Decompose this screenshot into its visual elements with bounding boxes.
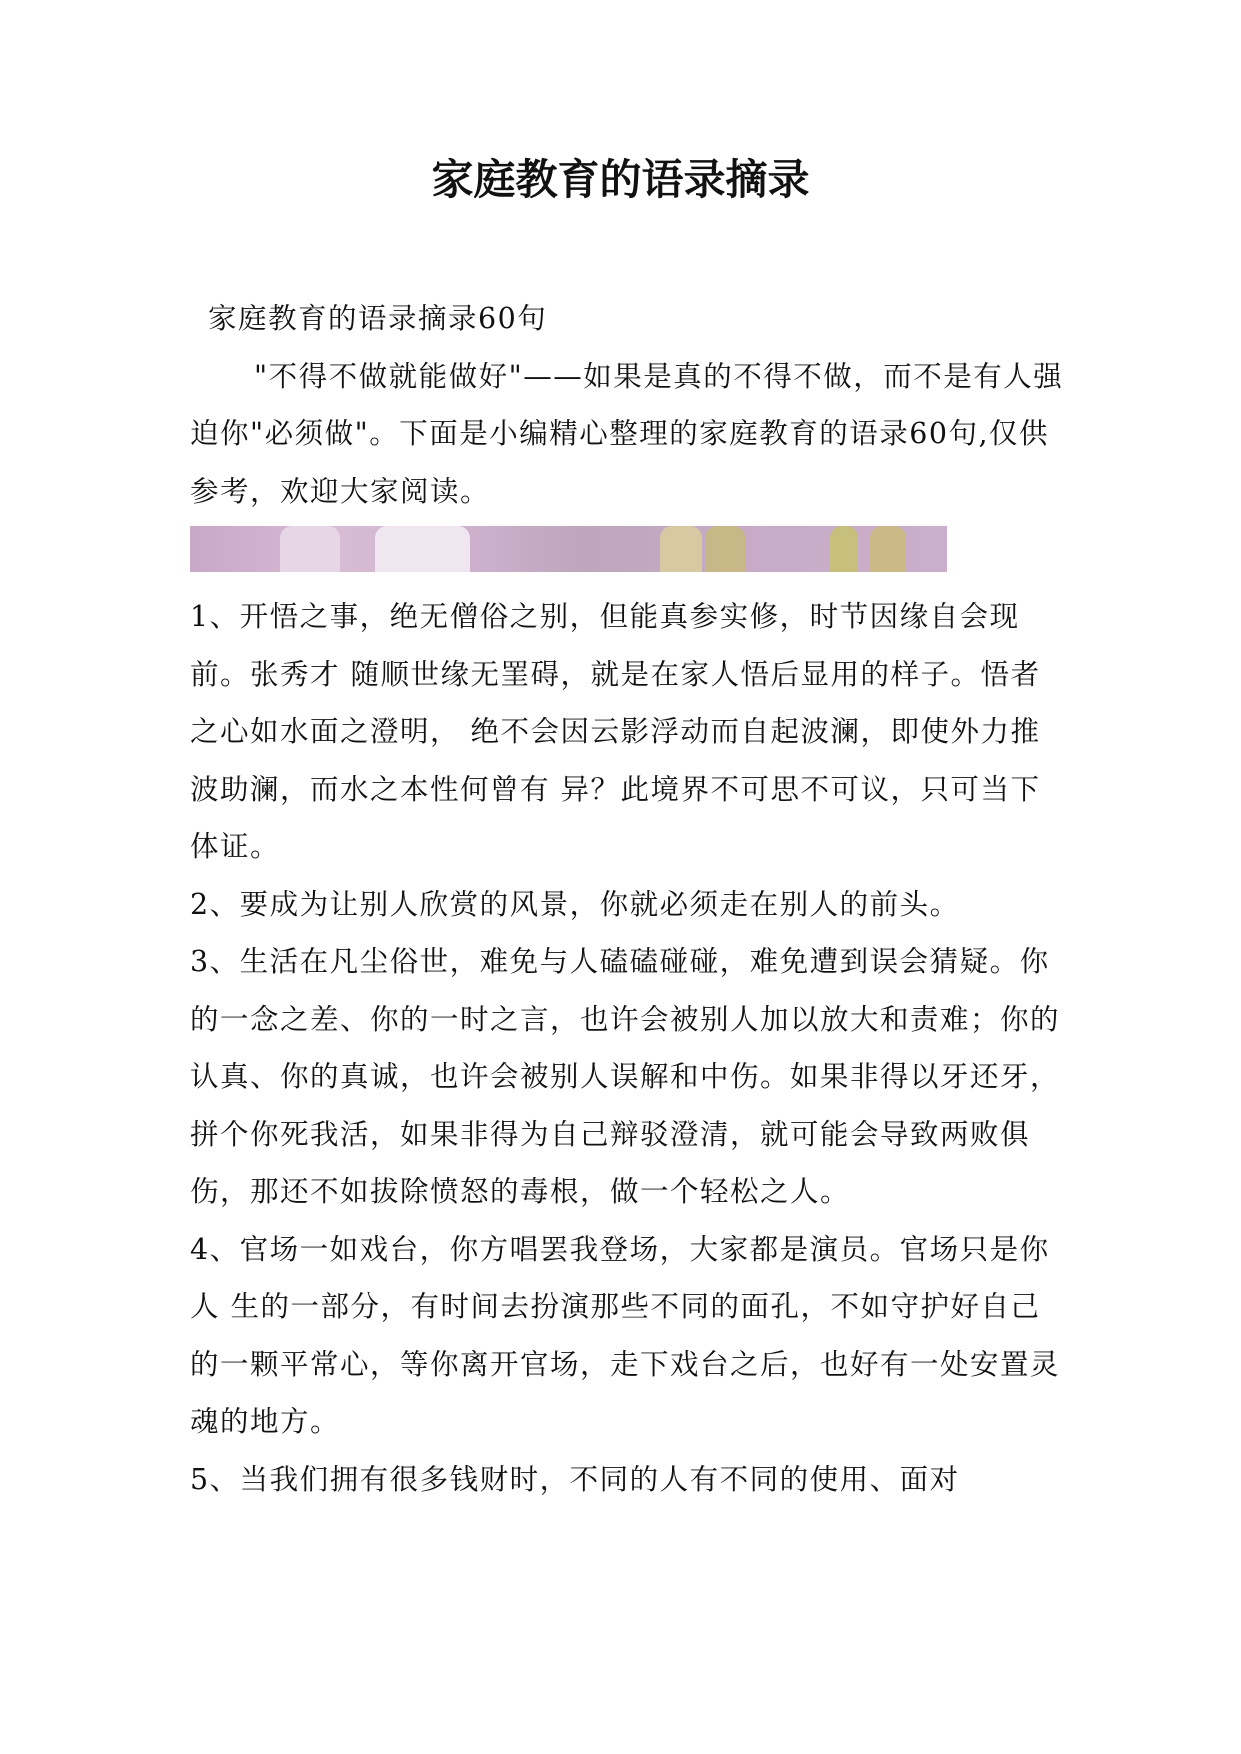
document-subtitle: 家庭教育的语录摘录60句 <box>208 302 548 335</box>
decorative-photo <box>190 526 947 572</box>
quote-paragraph-4: 4、官场一如戏台，你方唱罢我登场，大家都是演员。官场只是你人 生的一部分，有时间去扮演那些不同的面孔，不如守护好自己的一颗平常心，等你离开官场，走下戏台之后，也好有一处安置灵魂的地方。 <box>190 1232 1061 1438</box>
document-body <box>190 290 1070 1508</box>
intro-paragraph: "不得不做就能做好"——如果是真的不得不做，而不是有人强迫你"必须做"。下面是小编精心整理的家庭教育的语录60句,仅供参考，欢迎大家阅读。 <box>190 359 1064 508</box>
quote-paragraph-1: 1、开悟之事，绝无僧俗之别，但能真参实修，时节因缘自会现前。张秀才 随顺世缘无罣碍，就是在家人悟后显用的样子。悟者之心如水面之澄明， 绝不会因云影浮动而自起波澜，即使外力推波助澜，而水之本性何曾有 异？此境界不可思不可议，只可当下体证。 <box>190 600 1041 863</box>
photo-figure <box>280 526 340 572</box>
photo-figure <box>375 526 470 572</box>
photo-figure <box>830 526 858 572</box>
photo-figure <box>705 526 745 572</box>
quote-paragraph-2: 2、要成为让别人欣赏的风景，你就必须走在别人的前头。 <box>190 887 960 921</box>
photo-figure <box>870 526 906 572</box>
quote-paragraph-5: 5、当我们拥有很多钱财时，不同的人有不同的使用、面对 <box>190 1462 960 1496</box>
photo-figure <box>660 526 702 572</box>
document-title: 家庭教育的语录摘录 <box>431 155 810 204</box>
quote-paragraph-3: 3、生活在凡尘俗世，难免与人磕磕碰碰，难免遭到误会猜疑。你的一念之差、你的一时之言，也许会被别人加以放大和责难；你的认真、你的真诚，也许会被别人误解和中伤。如果非得以牙还牙，拼个你死我活，如果非得为自己辩驳澄清，就可能会导致两败俱伤，那还不如拔除愤怒的毒根，做一个轻松之人。 <box>190 945 1061 1208</box>
